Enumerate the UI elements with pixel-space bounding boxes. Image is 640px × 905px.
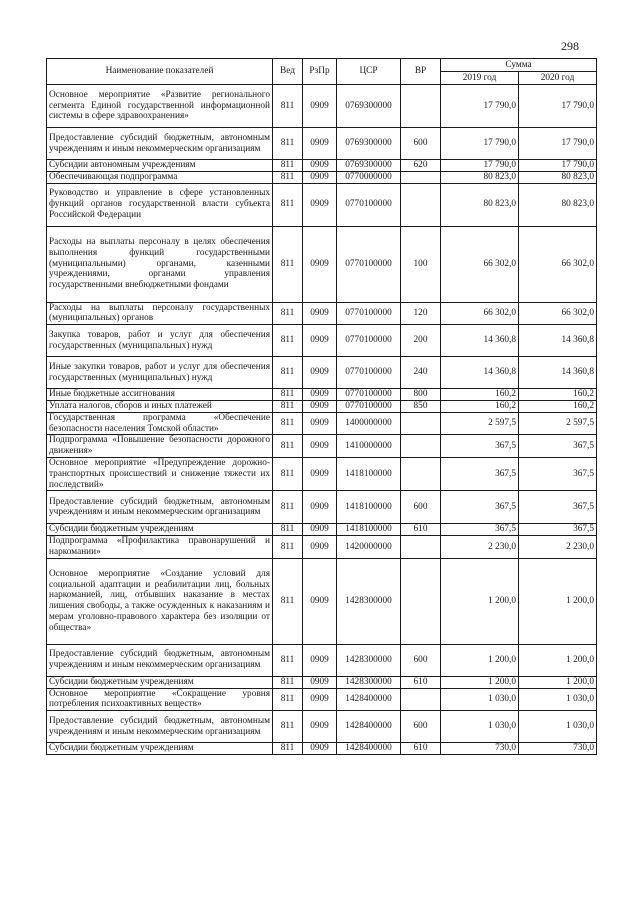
cell-ved: 811	[273, 435, 303, 458]
cell-2019: 1 030,0	[441, 711, 519, 743]
cell-name: Субсидии бюджетным учреждениям	[47, 743, 273, 755]
cell-vr: 600	[401, 644, 441, 676]
table-row	[47, 325, 597, 357]
cell-2020: 367,5	[519, 524, 597, 536]
cell-name: Уплата налогов, сборов и иных платежей	[47, 400, 273, 412]
table-row	[47, 302, 597, 325]
cell-csr: 0770100000	[337, 183, 401, 226]
cell-2020: 2 230,0	[519, 536, 597, 559]
cell-rzpr: 0909	[303, 676, 337, 688]
cell-name: Субсидии бюджетным учреждениям	[47, 524, 273, 536]
cell-2019: 367,5	[441, 524, 519, 536]
header-vr: ВР	[401, 59, 441, 85]
cell-vr: 100	[401, 226, 441, 302]
cell-rzpr: 0909	[303, 491, 337, 524]
cell-2019: 66 302,0	[441, 302, 519, 325]
page-number: 298	[561, 39, 579, 53]
cell-vr: 610	[401, 743, 441, 755]
cell-2019: 17 790,0	[441, 85, 519, 128]
cell-vr	[401, 688, 441, 711]
table-row	[47, 226, 597, 302]
cell-rzpr: 0909	[303, 644, 337, 676]
cell-ved: 811	[273, 711, 303, 743]
cell-name: Иные закупки товаров, работ и услуг для обеспечения государственных (муниципальных) нужд	[47, 357, 273, 389]
cell-rzpr: 0909	[303, 160, 337, 172]
cell-name: Основное мероприятие «Предупреждение дорожно-транспортных происшествий и снижение тяжести их последствий»	[47, 457, 273, 490]
cell-ved: 811	[273, 171, 303, 183]
cell-vr	[401, 85, 441, 128]
cell-rzpr: 0909	[303, 171, 337, 183]
cell-2020: 730,0	[519, 743, 597, 755]
header-rzpr: РзПр	[303, 59, 337, 85]
cell-ved: 811	[273, 400, 303, 412]
cell-2019: 66 302,0	[441, 226, 519, 302]
cell-name: Основное мероприятие «Развитие регионального сегмента Единой государственной информационной системы в сфере здравоохранения»	[47, 85, 273, 128]
cell-ved: 811	[273, 412, 303, 435]
cell-2019: 17 790,0	[441, 128, 519, 160]
cell-2020: 1 200,0	[519, 644, 597, 676]
table-row	[47, 183, 597, 226]
cell-2019: 1 030,0	[441, 688, 519, 711]
cell-csr: 1418100000	[337, 524, 401, 536]
cell-csr: 1428300000	[337, 644, 401, 676]
cell-csr: 0770100000	[337, 226, 401, 302]
cell-rzpr: 0909	[303, 412, 337, 435]
cell-rzpr: 0909	[303, 743, 337, 755]
cell-csr: 1418100000	[337, 457, 401, 490]
table-row	[47, 711, 597, 743]
table-row	[47, 85, 597, 128]
cell-csr: 0770000000	[337, 171, 401, 183]
cell-vr	[401, 412, 441, 435]
cell-vr	[401, 457, 441, 490]
cell-name: Предоставление субсидий бюджетным, автономным учреждениям и иным некоммерческим организациям	[47, 128, 273, 160]
cell-2019: 367,5	[441, 457, 519, 490]
cell-rzpr: 0909	[303, 688, 337, 711]
cell-rzpr: 0909	[303, 435, 337, 458]
cell-vr: 850	[401, 400, 441, 412]
cell-csr: 1400000000	[337, 412, 401, 435]
table-row	[47, 389, 597, 401]
cell-ved: 811	[273, 457, 303, 490]
table-row	[47, 644, 597, 676]
cell-csr: 1418100000	[337, 491, 401, 524]
cell-ved: 811	[273, 389, 303, 401]
cell-ved: 811	[273, 644, 303, 676]
cell-vr: 200	[401, 325, 441, 357]
cell-ved: 811	[273, 85, 303, 128]
cell-csr: 0770100000	[337, 389, 401, 401]
cell-name: Предоставление субсидий бюджетным, автономным учреждениям и иным некоммерческим организациям	[47, 644, 273, 676]
cell-2020: 1 030,0	[519, 688, 597, 711]
table-row	[47, 688, 597, 711]
cell-csr: 0769300000	[337, 85, 401, 128]
cell-csr: 0770100000	[337, 400, 401, 412]
cell-ved: 811	[273, 524, 303, 536]
table-row	[47, 435, 597, 458]
cell-name: Субсидии автономным учреждениям	[47, 160, 273, 172]
cell-ved: 811	[273, 183, 303, 226]
cell-2019: 367,5	[441, 435, 519, 458]
cell-ved: 811	[273, 558, 303, 644]
cell-ved: 811	[273, 302, 303, 325]
cell-rzpr: 0909	[303, 457, 337, 490]
cell-2019: 1 200,0	[441, 676, 519, 688]
cell-ved: 811	[273, 676, 303, 688]
cell-2019: 14 360,8	[441, 325, 519, 357]
cell-csr: 0769300000	[337, 160, 401, 172]
cell-2020: 17 790,0	[519, 128, 597, 160]
table-row	[47, 558, 597, 644]
cell-2019: 80 823,0	[441, 171, 519, 183]
cell-csr: 0769300000	[337, 128, 401, 160]
table-body	[47, 85, 597, 755]
cell-ved: 811	[273, 688, 303, 711]
table-row	[47, 400, 597, 412]
cell-vr: 600	[401, 491, 441, 524]
cell-csr: 1428300000	[337, 676, 401, 688]
cell-name: Подпрограмма «Повышение безопасности дорожного движения»	[47, 435, 273, 458]
cell-csr: 0770100000	[337, 325, 401, 357]
cell-2020: 80 823,0	[519, 171, 597, 183]
cell-ved: 811	[273, 536, 303, 559]
cell-vr: 800	[401, 389, 441, 401]
cell-rzpr: 0909	[303, 183, 337, 226]
table-row	[47, 676, 597, 688]
cell-2020: 66 302,0	[519, 226, 597, 302]
cell-ved: 811	[273, 226, 303, 302]
cell-name: Основное мероприятие «Сокращение уровня потребления психоактивных веществ»	[47, 688, 273, 711]
cell-2019: 1 200,0	[441, 558, 519, 644]
cell-2019: 160,2	[441, 400, 519, 412]
header-2020: 2020 год	[519, 72, 597, 85]
cell-csr: 1428400000	[337, 688, 401, 711]
cell-ved: 811	[273, 128, 303, 160]
cell-2019: 730,0	[441, 743, 519, 755]
table-row	[47, 128, 597, 160]
cell-2020: 367,5	[519, 435, 597, 458]
cell-rzpr: 0909	[303, 128, 337, 160]
cell-rzpr: 0909	[303, 558, 337, 644]
budget-table	[46, 58, 597, 755]
cell-2019: 17 790,0	[441, 160, 519, 172]
header-sum: Сумма	[441, 59, 597, 72]
cell-ved: 811	[273, 491, 303, 524]
cell-csr: 0770100000	[337, 302, 401, 325]
cell-rzpr: 0909	[303, 302, 337, 325]
cell-ved: 811	[273, 743, 303, 755]
cell-name: Руководство и управление в сфере установленных функций органов государственной власти субъекта Российской Федерации	[47, 183, 273, 226]
table-row	[47, 491, 597, 524]
cell-rzpr: 0909	[303, 85, 337, 128]
cell-ved: 811	[273, 160, 303, 172]
header-name: Наименование показателей	[47, 59, 273, 85]
cell-2020: 17 790,0	[519, 160, 597, 172]
cell-vr: 610	[401, 524, 441, 536]
cell-2019: 14 360,8	[441, 357, 519, 389]
cell-vr	[401, 183, 441, 226]
cell-2020: 14 360,8	[519, 357, 597, 389]
table-row	[47, 743, 597, 755]
cell-ved: 811	[273, 357, 303, 389]
cell-2019: 2 230,0	[441, 536, 519, 559]
cell-2019: 367,5	[441, 491, 519, 524]
cell-2020: 367,5	[519, 491, 597, 524]
cell-2020: 80 823,0	[519, 183, 597, 226]
cell-csr: 1428400000	[337, 743, 401, 755]
header-2019: 2019 год	[441, 72, 519, 85]
cell-2019: 2 597,5	[441, 412, 519, 435]
table-row	[47, 457, 597, 490]
cell-name: Государственная программа «Обеспечение безопасности населения Томской области»	[47, 412, 273, 435]
cell-vr	[401, 435, 441, 458]
cell-rzpr: 0909	[303, 400, 337, 412]
cell-2019: 160,2	[441, 389, 519, 401]
table-row	[47, 536, 597, 559]
cell-name: Предоставление субсидий бюджетным, автономным учреждениям и иным некоммерческим организациям	[47, 711, 273, 743]
cell-name: Иные бюджетные ассигнования	[47, 389, 273, 401]
cell-name: Основное мероприятие «Создание условий для социальной адаптации и реабилитации лиц, больных наркоманией, лиц, отбывших наказание в местах лишения свободы, а также осужденных к наказаниям и мерам уголовно-правового характера без изоляции от общества»	[47, 558, 273, 644]
table-row	[47, 412, 597, 435]
table-row	[47, 524, 597, 536]
cell-csr: 1420000000	[337, 536, 401, 559]
cell-2020: 1 200,0	[519, 676, 597, 688]
cell-2020: 1 200,0	[519, 558, 597, 644]
table-row	[47, 171, 597, 183]
cell-2020: 1 030,0	[519, 711, 597, 743]
cell-rzpr: 0909	[303, 524, 337, 536]
cell-2020: 160,2	[519, 389, 597, 401]
cell-ved: 811	[273, 325, 303, 357]
cell-vr: 610	[401, 676, 441, 688]
cell-vr: 600	[401, 711, 441, 743]
header-csr: ЦСР	[337, 59, 401, 85]
cell-rzpr: 0909	[303, 536, 337, 559]
cell-2019: 80 823,0	[441, 183, 519, 226]
cell-2019: 1 200,0	[441, 644, 519, 676]
cell-vr	[401, 171, 441, 183]
cell-vr	[401, 558, 441, 644]
cell-vr: 240	[401, 357, 441, 389]
table-row	[47, 357, 597, 389]
cell-vr: 620	[401, 160, 441, 172]
cell-2020: 14 360,8	[519, 325, 597, 357]
cell-rzpr: 0909	[303, 226, 337, 302]
cell-name: Подпрограмма «Профилактика правонарушений и наркомании»	[47, 536, 273, 559]
cell-rzpr: 0909	[303, 325, 337, 357]
cell-name: Субсидии бюджетным учреждениям	[47, 676, 273, 688]
cell-2020: 17 790,0	[519, 85, 597, 128]
cell-2020: 160,2	[519, 400, 597, 412]
cell-name: Расходы на выплаты персоналу государственных (муниципальных) органов	[47, 302, 273, 325]
cell-rzpr: 0909	[303, 357, 337, 389]
cell-2020: 367,5	[519, 457, 597, 490]
cell-csr: 0770100000	[337, 357, 401, 389]
cell-rzpr: 0909	[303, 711, 337, 743]
cell-csr: 1410000000	[337, 435, 401, 458]
cell-rzpr: 0909	[303, 389, 337, 401]
table-row	[47, 160, 597, 172]
cell-vr: 120	[401, 302, 441, 325]
cell-name: Расходы на выплаты персоналу в целях обеспечения выполнения функций государственными (муниципальными) органами, казенными учреждениями, органами управления государственными внебюджетными фондами	[47, 226, 273, 302]
cell-vr	[401, 536, 441, 559]
header-ved: Вед	[273, 59, 303, 85]
cell-csr: 1428400000	[337, 711, 401, 743]
cell-csr: 1428300000	[337, 558, 401, 644]
cell-name: Закупка товаров, работ и услуг для обеспечения государственных (муниципальных) нужд	[47, 325, 273, 357]
cell-name: Обеспечивающая подпрограмма	[47, 171, 273, 183]
cell-2020: 2 597,5	[519, 412, 597, 435]
cell-vr: 600	[401, 128, 441, 160]
cell-name: Предоставление субсидий бюджетным, автономным учреждениям и иным некоммерческим организациям	[47, 491, 273, 524]
cell-2020: 66 302,0	[519, 302, 597, 325]
